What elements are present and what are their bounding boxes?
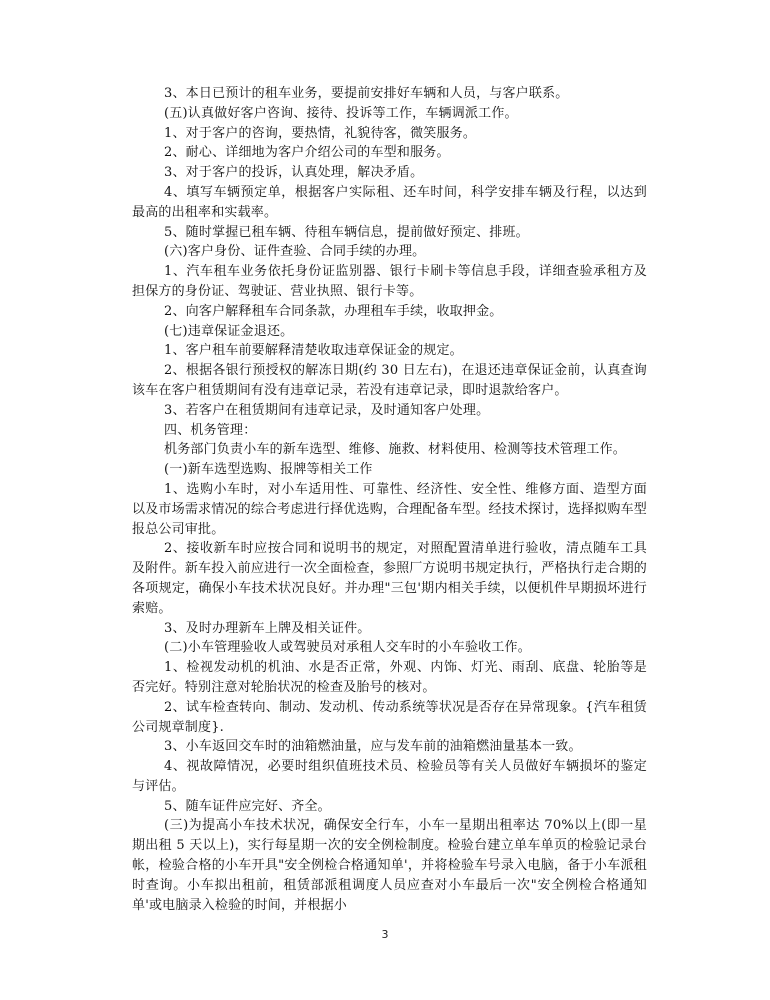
paragraph: 3、小车返回交车时的油箱燃油量，应与发车前的油箱燃油量基本一致。	[164, 739, 582, 755]
document-body	[132, 84, 647, 915]
paragraph: 3、本日已预计的租车业务，要提前安排好车辆和人员，与客户联系。	[164, 86, 569, 101]
paragraph: (一)新车选型选购、报牌等相关工作	[164, 462, 373, 478]
paragraph: 4、视故障情况，必要时组织值班技术员、检验员等有关人员做好车辆损坏的鉴定与评估。	[132, 759, 647, 794]
paragraph: (三)为提高小车技术状况，确保安全行车，小车一星期出租率达 70%以上(即一星期出租 5 天以上)，实行每星期一次的安全例检制度。检验台建立单车单页的检验记录台帐，检验合格的小车开具"安全例检合格通知单'，并将检验车号录入电脑，备于小车派租时查询。小车拟出租前，租赁部派租调度人员应查对小车最后一次"安全例检合格通知单'或电脑录入检验的时间，并根据小	[132, 818, 647, 913]
paragraph: 3、对于客户的投诉，认真处理，解决矛盾。	[164, 165, 424, 181]
paragraph: 2、试车检查转向、制动、发动机、传动系统等状况是否存在异常现象。{汽车租赁公司规章制度}.	[132, 699, 647, 735]
paragraph: 2、根据各银行预授权的解冻日期(约 30 日左右)，在退还违章保证金前，认真查询该车在客户租赁期间有没有违章记录，若没有违章记录，即时退款给客户。	[132, 363, 647, 398]
paragraph: 2、接收新车时应按合同和说明书的规定，对照配置清单进行验收，清点随车工具及附件。新车投入前应进行一次全面检查，参照厂方说明书规定执行，严格执行走合期的各项规定，确保小车技术状况良好。并办理"三包'期内相关手续，以便机件早期损坏进行索赔。	[132, 541, 647, 616]
paragraph: 2、耐心、详细地为客户介绍公司的车型和服务。	[164, 145, 450, 161]
paragraph: 4、填写车辆预定单，根据客户实际租、还车时间，科学安排车辆及行程，以达到最高的出租率和实载率。	[132, 184, 647, 220]
paragraph: 1、对于客户的咨询，要热情，礼貌待客，微笑服务。	[164, 125, 477, 141]
page-number: 3	[381, 928, 389, 941]
paragraph: 3、及时办理新车上牌及相关证件。	[164, 620, 371, 636]
paragraph: 1、客户租车前要解释清楚收取违章保证金的规定。	[164, 343, 463, 359]
paragraph: 1、检视发动机的机油、水是否正常，外观、内饰、灯光、雨刮、底盘、轮胎等是否完好。特别注意对轮胎状况的检查及胎号的核对。	[132, 660, 647, 695]
paragraph: 四、机务管理：	[164, 422, 257, 438]
paragraph: 5、随车证件应完好、齐全。	[164, 798, 331, 814]
paragraph: (五)认真做好客户咨询、接待、投诉等工作，车辆调派工作。	[164, 105, 518, 121]
paragraph: 1、选购小车时，对小车适用性、可靠性、经济性、安全性、维修方面、造型方面以及市场需求情况的综合考虑进行择优选购，合理配备车型。经技术探讨，选择拟购车型报总公司审批。	[132, 481, 647, 537]
paragraph: 2、向客户解释租车合同条款，办理租车手续，收取押金。	[164, 303, 503, 319]
paragraph: (六)客户身份、证件查验、合同手续的办理。	[164, 244, 426, 260]
paragraph: (二)小车管理验收人或驾驶员对承租人交车时的小车验收工作。	[164, 640, 531, 656]
paragraph: 机务部门负责小车的新车选型、维修、施救、材料使用、检测等技术管理工作。	[164, 442, 627, 458]
paragraph: (七)违章保证金退还。	[164, 323, 294, 339]
paragraph: 3、若客户在租赁期间有违章记录，及时通知客户处理。	[164, 402, 490, 418]
paragraph: 5、随时掌握已租车辆、待租车辆信息，提前做好预定、排班。	[164, 224, 529, 240]
paragraph: 1、汽车租车业务依托身份证监别器、银行卡刷卡等信息手段，详细查验承租方及担保方的身份证、驾驶证、营业执照、银行卡等。	[132, 264, 647, 299]
